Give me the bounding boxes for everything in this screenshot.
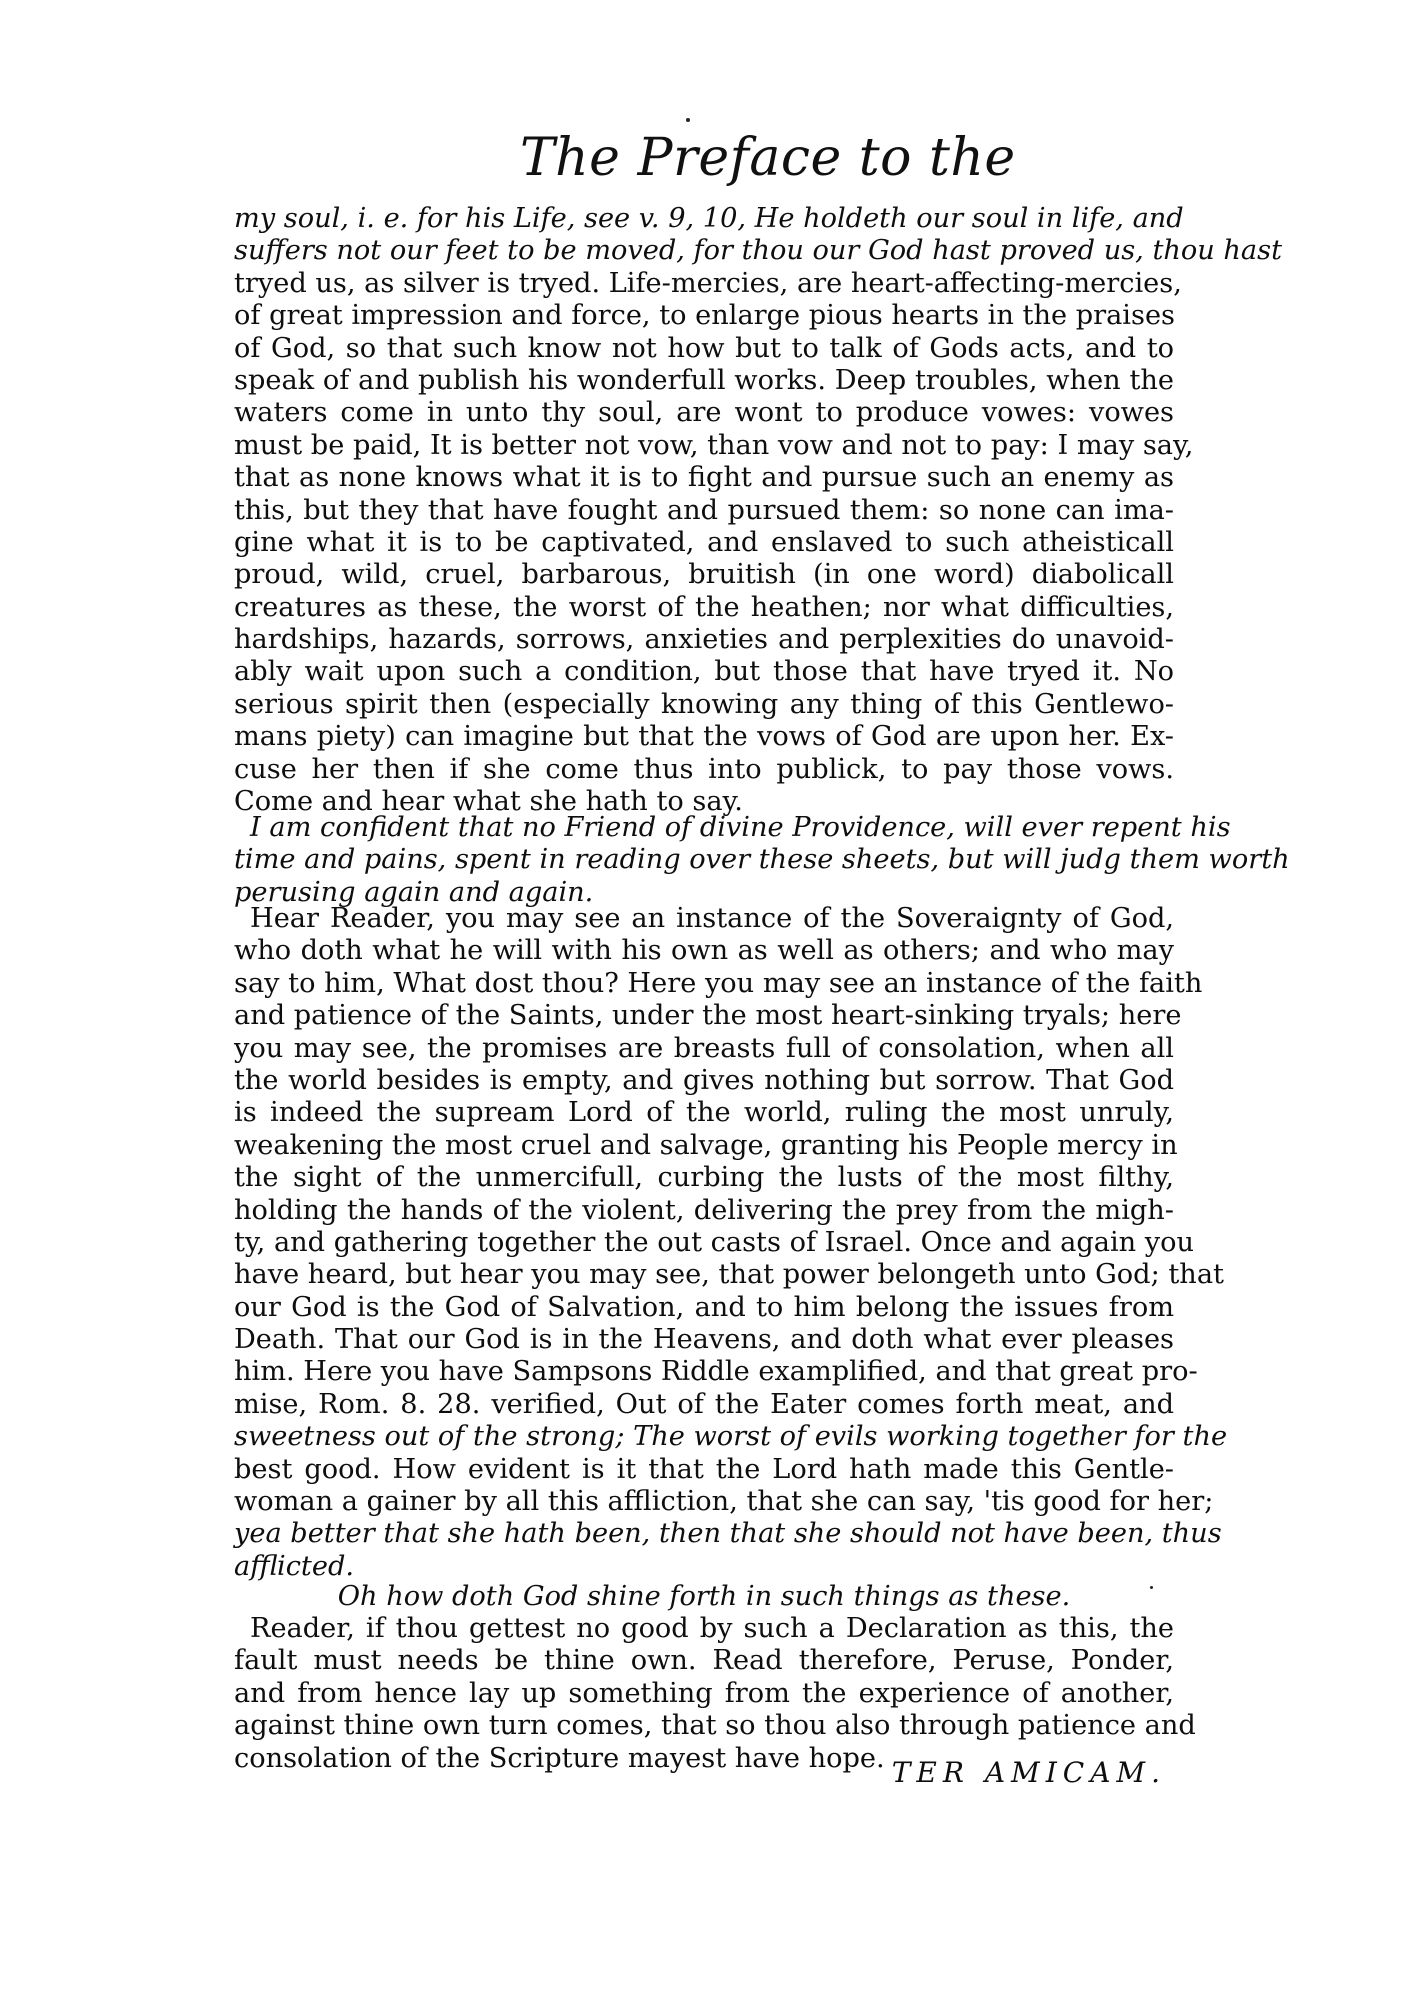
text-line: him. Here you have Sampsons Riddle examplified, and that great pro- <box>234 1356 1198 1388</box>
text-line: the world besides is empty, and gives nothing but sorrow. That God <box>234 1064 1174 1096</box>
text-line: against thine own turn comes, that so thou also through patience and <box>234 1710 1196 1742</box>
text-line: creatures as these, the worst of the heathen; nor what difficulties, <box>234 591 1174 623</box>
text-line: speak of and publish his wonderfull works. Deep troubles, when the <box>234 364 1174 396</box>
text-line: that as none knows what it is to fight and pursue such an enemy as <box>234 462 1174 494</box>
text-line: perusing again and again. <box>234 876 594 908</box>
text-line: ably wait upon such a condition, but those that have tryed it. No <box>234 656 1174 688</box>
text-line: this, but they that have fought and pursued them: so none can ima- <box>234 494 1174 526</box>
text-line: gine what it is to be captivated, and enslaved to such atheisticall <box>234 526 1174 558</box>
paragraph-3 <box>234 903 1228 1583</box>
text-line: cuse her then if she come thus into publick, to pay those vows. <box>234 753 1174 785</box>
paragraph-4 <box>234 1581 1174 1613</box>
text-line: yea better that she hath been, then that she should not have been, thus <box>234 1518 1222 1550</box>
text-line: of great impression and force, to enlarge pious hearts in the praises <box>234 300 1175 332</box>
text-line: and from hence lay up something from the experience of another, <box>234 1677 1174 1709</box>
text-line: our God is the God of Salvation, and to him belong the issues from <box>234 1291 1174 1323</box>
text-line: my soul, i. e. for his Life, see v. 9, 10, He holdeth our soul in life, and <box>234 203 1184 234</box>
text-line: afflicted. <box>234 1550 354 1582</box>
text-line: proud, wild, cruel, barbarous, bruitish (in one word) diabolicall <box>234 559 1174 591</box>
text-line: tryed us, as silver is tryed. Life-mercies, are heart-affecting-mercies, <box>234 267 1182 299</box>
text-line: ty, and gathering together the out casts of Israel. Once and again you <box>234 1226 1195 1258</box>
text-line: and patience of the Saints, under the most heart-sinking tryals; here <box>234 1000 1182 1032</box>
running-title: The Preface to the <box>520 128 1016 188</box>
text-line: consolation of the Scripture mayest have hope. <box>234 1742 885 1774</box>
text-line: mise, Rom. 8. 28. verified, Out of the Eater comes forth meat, and <box>234 1388 1174 1420</box>
text-line: waters come in unto thy soul, are wont to produce vowes: vowes <box>234 397 1174 429</box>
text-line: is indeed the supream Lord of the world, ruling the most unruly, <box>234 1097 1174 1129</box>
paragraph-2 <box>234 812 1290 909</box>
text-line: best good. How evident is it that the Lord hath made this Gentle- <box>234 1453 1174 1485</box>
text-line: who doth what he will with his own as well as others; and who may <box>234 935 1174 967</box>
text-line: of God, so that such know not how but to talk of Gods acts, and to <box>234 332 1174 364</box>
text-line: Death. That our God is in the Heavens, and doth what ever pleases <box>234 1324 1174 1356</box>
ink-speck <box>686 118 690 122</box>
text-line: I am confident that no Friend of divine Providence, will ever repent his <box>250 812 1231 843</box>
paragraph-5 <box>234 1613 1196 1775</box>
text-line: Come and hear what she hath to say. <box>234 786 743 818</box>
text-line: time and pains, spent in reading over these sheets, but will judg them worth <box>234 844 1290 876</box>
text-line: Oh how doth God shine forth in such things as these. <box>337 1581 1071 1612</box>
text-line: weakening the most cruel and salvage, granting his People mercy in <box>234 1129 1178 1161</box>
text-line: sweetness out of the strong; The worst of evils working together for the <box>234 1421 1228 1453</box>
paragraph-1 <box>234 203 1283 818</box>
text-line: you may see, the promises are breasts full of consolation, when all <box>234 1032 1174 1064</box>
text-line: the sight of the unmercifull, curbing the lusts of the most filthy, <box>234 1162 1174 1194</box>
text-line: serious spirit then (especially knowing any thing of this Gentlewo- <box>234 688 1174 720</box>
text-line: Hear Reader, you may see an instance of the Soveraignty of God, <box>250 903 1174 934</box>
text-line: hardships, hazards, sorrows, anxieties and perplexities do unavoid- <box>234 624 1174 656</box>
signature: TER AMICAM. <box>891 1756 1166 1789</box>
text-line: say to him, What dost thou? Here you may see an instance of the faith <box>234 967 1203 999</box>
text-line: mans piety) can imagine but that the vows of God are upon her. Ex- <box>234 721 1174 753</box>
text-line: fault must needs be thine own. Read therefore, Peruse, Ponder, <box>234 1645 1174 1677</box>
text-line: woman a gainer by all this affliction, that she can say, 'tis good for her; <box>234 1486 1214 1518</box>
text-line: suffers not our feet to be moved, for thou our God hast proved us, thou hast <box>234 235 1283 267</box>
text-line: Reader, if thou gettest no good by such a Declaration as this, the <box>250 1613 1174 1644</box>
text-line: have heard, but hear you may see, that power belongeth unto God; that <box>234 1259 1224 1291</box>
text-line: must be paid, It is better not vow, than vow and not to pay: I may say, <box>234 429 1194 461</box>
text-line: holding the hands of the violent, delivering the prey from the migh- <box>234 1194 1174 1226</box>
